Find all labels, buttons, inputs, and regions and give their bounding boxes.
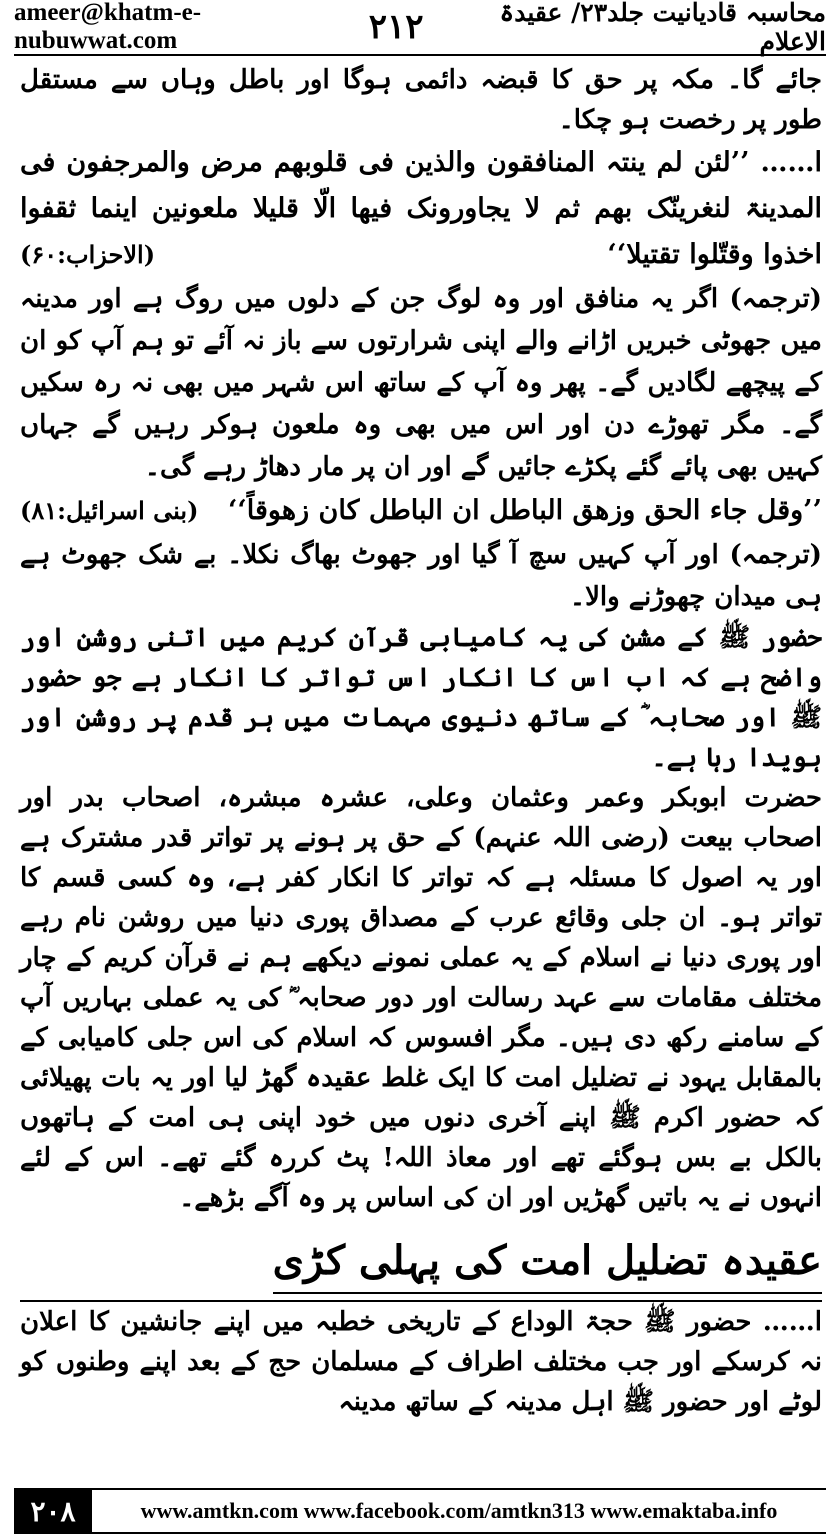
page-header bbox=[14, 0, 826, 54]
paragraph-1: جائے گا۔ مکہ پر حق کا قبضہ دائمی ہوگا اور باطل وہاں سے مستقل طور پر رخصت ہو چکا۔ bbox=[20, 65, 822, 135]
header-title: محاسبہ قادیانیت جلد۲۳/ عقیدۃ الاعلام bbox=[499, 0, 826, 56]
paragraph-2: حضور ﷺ کے مشن کی یہ کامیابی قرآن کریم میں اتنی روشن اور واضح ہے کہ اب اس کا انکار اس تواتر کا انکار ہے جو حضور ﷺ اور صحابہ ؓ کے ساتھ دنیوی مہمات میں ہر قدم پر روشن اور ہویدا رہا ہے۔ bbox=[20, 623, 822, 773]
paragraph-3: حضرت ابوبکر وعمر وعثمان وعلی، عشرہ مبشرہ، اصحاب بدر اور اصحاب بیعت (رضی اللہ عنہم) کے حق پر ہونے پر تواتر قدر مشترک ہے اور یہ اصول کا مسئلہ ہے کہ تواتر کا انکار کفر ہے، وہ کسی قسم کا تواتر ہو۔ ان جلی وقائع عرب کے مصداق پوری دنیا میں روشن نام رہے اور پوری دنیا نے اسلام کے یہ عملی نمونے دیکھے ہم نے قرآن کریم کے چار مختلف مقامات سے عہد رسالت اور دور صحابہ ؓ کی یہ عملی بہاریں آپ کے سامنے رکھ دی ہیں۔ مگر افسوس کہ اسلام کی اس جلی کامیابی کے بالمقابل یہود نے تضلیل امت کا ایک غلط عقیدہ گھڑ لیا اور یہ بات پھیلائی کہ حضور اکرم ﷺ اپنے آخری دنوں میں خود اپنی ہی امت کے ہاتھوں بالکل بے بس ہوگئے تھے اور معاذ اللہ! پٹ کررہ گئے تھے۔ اس کے لئے انہوں نے یہ باتیں گھڑیں اور ان کی اساس پر وہ آگے بڑھے۔ bbox=[20, 783, 822, 1213]
page-footer bbox=[14, 1488, 826, 1534]
header-rule bbox=[14, 54, 826, 56]
section-heading-wrap bbox=[20, 1218, 822, 1300]
quote-text: ’’وقل جاء الحق وزھق الباطل ان الباطل کان زھوقاً‘‘ bbox=[228, 495, 822, 526]
footer-links: www.amtkn.com www.facebook.com/amtkn313 www.emaktaba.info bbox=[140, 1498, 778, 1523]
section-heading: عقیدہ تضلیل امت کی پہلی کڑی bbox=[273, 1232, 822, 1294]
quran-quote-ahzab bbox=[20, 140, 822, 278]
quran-quote-bani-israel bbox=[20, 488, 822, 534]
quote-text: ا…… ’’لئن لم ینتہ المنافقون والذین فی قلوبھم مرض والمرجفون فی المدینۃ لنغرینّک بھم ثم لا یجاورونک فیھا الّا قلیلا ملعونین اینما ثقفوا اخذوا وقتّلوا تقتیلا‘‘ bbox=[20, 147, 822, 270]
footer-page-number: ۲۰۸ bbox=[14, 1490, 92, 1532]
quote-reference: (الاحزاب:۶۰) bbox=[20, 240, 156, 269]
paragraph-4: ا…… حضور ﷺ حجۃ الوداع کے تاریخی خطبہ میں اپنے جانشین کا اعلان نہ کرسکے اور جب مختلف اطراف کے مسلمان حج کے بعد اپنے وطنوں کو لوٹے اور حضور ﷺ اہل مدینہ کے ساتھ مدینہ bbox=[20, 1307, 822, 1417]
translation-2: (ترجمہ) اور آپ کہیں سچ آ گیا اور جھوٹ بھاگ نکلا۔ بے شک جھوٹ ہے ہی میدان چھوڑنے والا۔ bbox=[20, 540, 822, 612]
header-page-number: ۲۱۲ bbox=[368, 7, 424, 47]
header-email: ameer@khatm-e-nubuwwat.com bbox=[14, 0, 202, 54]
page-body bbox=[20, 60, 822, 1422]
translation-1: (ترجمہ) اگر یہ منافق اور وہ لوگ جن کے دلوں میں روگ ہے اور مدینہ میں جھوٹی خبریں اڑانے والے اپنی شرارتوں سے باز نہ آئے تو ہم آپ کو ان کے پیچھے لگادیں گے۔ پھر وہ آپ کے ساتھ اس شہر میں بھی نہ رہ سکیں گے۔ مگر تھوڑے دن اور اس میں بھی وہ ملعون ہوکر رہیں گے جہاں کہیں بھی پائے گئے پکڑے جائیں گے اور ان پر مار دھاڑ رہے گی۔ bbox=[20, 284, 822, 482]
quote-reference: (بنی اسرائیل:۸۱) bbox=[20, 496, 199, 525]
